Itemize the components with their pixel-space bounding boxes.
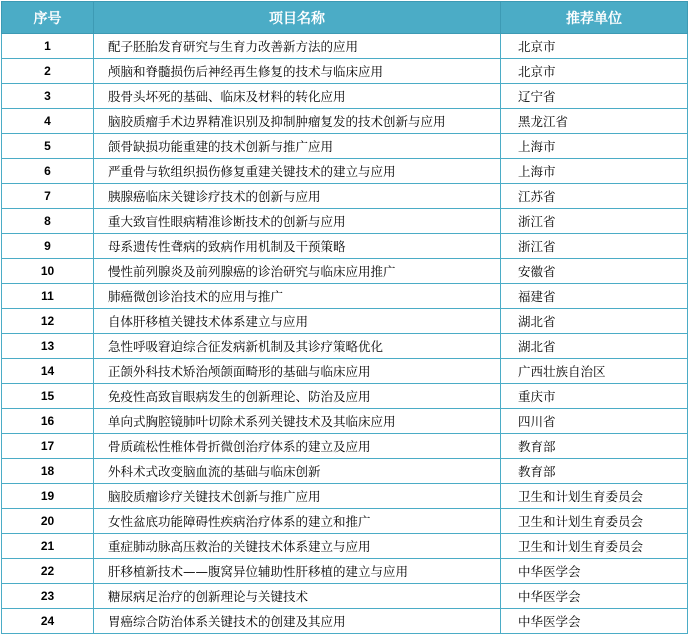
project-table xyxy=(1,1,688,634)
row-number: 14 xyxy=(2,359,94,384)
recommending-unit: 浙江省 xyxy=(501,234,688,259)
table-row xyxy=(2,234,688,259)
row-number: 6 xyxy=(2,159,94,184)
table-body xyxy=(2,34,688,634)
recommending-unit: 上海市 xyxy=(501,134,688,159)
table-row xyxy=(2,59,688,84)
row-number: 7 xyxy=(2,184,94,209)
project-name: 骨质疏松性椎体骨折微创治疗体系的建立及应用 xyxy=(94,434,501,459)
project-name: 颌骨缺损功能重建的技术创新与推广应用 xyxy=(94,134,501,159)
table-row xyxy=(2,159,688,184)
row-number: 24 xyxy=(2,609,94,634)
row-number: 11 xyxy=(2,284,94,309)
header-no: 序号 xyxy=(2,2,94,34)
project-name: 糖尿病足治疗的创新理论与关键技术 xyxy=(94,584,501,609)
recommending-unit: 教育部 xyxy=(501,434,688,459)
table-row xyxy=(2,509,688,534)
project-name: 股骨头坏死的基础、临床及材料的转化应用 xyxy=(94,84,501,109)
recommending-unit: 中华医学会 xyxy=(501,584,688,609)
recommending-unit: 北京市 xyxy=(501,34,688,59)
recommending-unit: 卫生和计划生育委员会 xyxy=(501,484,688,509)
row-number: 5 xyxy=(2,134,94,159)
project-name: 自体肝移植关键技术体系建立与应用 xyxy=(94,309,501,334)
project-name: 胰腺癌临床关键诊疗技术的创新与应用 xyxy=(94,184,501,209)
row-number: 23 xyxy=(2,584,94,609)
project-name: 严重骨与软组织损伤修复重建关键技术的建立与应用 xyxy=(94,159,501,184)
project-name: 免疫性高致盲眼病发生的创新理论、防治及应用 xyxy=(94,384,501,409)
project-name: 正颌外科技术矫治颅颌面畸形的基础与临床应用 xyxy=(94,359,501,384)
recommending-unit: 教育部 xyxy=(501,459,688,484)
table-row xyxy=(2,84,688,109)
recommending-unit: 卫生和计划生育委员会 xyxy=(501,509,688,534)
project-name: 母系遗传性聋病的致病作用机制及干预策略 xyxy=(94,234,501,259)
table-row xyxy=(2,384,688,409)
row-number: 9 xyxy=(2,234,94,259)
table-row xyxy=(2,109,688,134)
row-number: 20 xyxy=(2,509,94,534)
recommending-unit: 浙江省 xyxy=(501,209,688,234)
row-number: 18 xyxy=(2,459,94,484)
recommending-unit: 湖北省 xyxy=(501,334,688,359)
project-name: 配子胚胎发育研究与生育力改善新方法的应用 xyxy=(94,34,501,59)
row-number: 12 xyxy=(2,309,94,334)
recommending-unit: 上海市 xyxy=(501,159,688,184)
row-number: 8 xyxy=(2,209,94,234)
project-name: 女性盆底功能障碍性疾病治疗体系的建立和推广 xyxy=(94,509,501,534)
row-number: 19 xyxy=(2,484,94,509)
table-row xyxy=(2,584,688,609)
row-number: 15 xyxy=(2,384,94,409)
project-name: 慢性前列腺炎及前列腺癌的诊治研究与临床应用推广 xyxy=(94,259,501,284)
table-row xyxy=(2,309,688,334)
project-name: 重大致盲性眼病精准诊断技术的创新与应用 xyxy=(94,209,501,234)
recommending-unit: 江苏省 xyxy=(501,184,688,209)
row-number: 4 xyxy=(2,109,94,134)
row-number: 22 xyxy=(2,559,94,584)
table-row xyxy=(2,459,688,484)
table-row xyxy=(2,184,688,209)
table-row xyxy=(2,334,688,359)
table-row xyxy=(2,434,688,459)
project-name: 胃癌综合防治体系关键技术的创建及其应用 xyxy=(94,609,501,634)
row-number: 2 xyxy=(2,59,94,84)
table-row xyxy=(2,409,688,434)
recommending-unit: 卫生和计划生育委员会 xyxy=(501,534,688,559)
project-name: 单向式胸腔镜肺叶切除术系列关键技术及其临床应用 xyxy=(94,409,501,434)
recommending-unit: 福建省 xyxy=(501,284,688,309)
table-row xyxy=(2,34,688,59)
recommending-unit: 北京市 xyxy=(501,59,688,84)
project-name: 脑胶质瘤诊疗关键技术创新与推广应用 xyxy=(94,484,501,509)
table-row xyxy=(2,134,688,159)
table-row xyxy=(2,534,688,559)
recommending-unit: 中华医学会 xyxy=(501,559,688,584)
header-project-name: 项目名称 xyxy=(94,2,501,34)
recommending-unit: 中华医学会 xyxy=(501,609,688,634)
project-table-container xyxy=(1,1,687,634)
recommending-unit: 辽宁省 xyxy=(501,84,688,109)
table-row xyxy=(2,609,688,634)
project-name: 颅脑和脊髓损伤后神经再生修复的技术与临床应用 xyxy=(94,59,501,84)
recommending-unit: 安徽省 xyxy=(501,259,688,284)
table-row xyxy=(2,209,688,234)
project-name: 肝移植新技术——腹窝异位辅助性肝移植的建立与应用 xyxy=(94,559,501,584)
table-row xyxy=(2,484,688,509)
row-number: 21 xyxy=(2,534,94,559)
row-number: 17 xyxy=(2,434,94,459)
table-header xyxy=(2,2,688,34)
table-row xyxy=(2,559,688,584)
recommending-unit: 广西壮族自治区 xyxy=(501,359,688,384)
project-name: 脑胶质瘤手术边界精准识别及抑制肿瘤复发的技术创新与应用 xyxy=(94,109,501,134)
recommending-unit: 湖北省 xyxy=(501,309,688,334)
table-row xyxy=(2,359,688,384)
project-name: 重症肺动脉高压救治的关键技术体系建立与应用 xyxy=(94,534,501,559)
project-name: 肺癌微创诊治技术的应用与推广 xyxy=(94,284,501,309)
header-recommending-unit: 推荐单位 xyxy=(501,2,688,34)
project-name: 外科术式改变脑血流的基础与临床创新 xyxy=(94,459,501,484)
row-number: 3 xyxy=(2,84,94,109)
table-row xyxy=(2,259,688,284)
recommending-unit: 重庆市 xyxy=(501,384,688,409)
recommending-unit: 四川省 xyxy=(501,409,688,434)
table-row xyxy=(2,284,688,309)
row-number: 16 xyxy=(2,409,94,434)
row-number: 10 xyxy=(2,259,94,284)
recommending-unit: 黑龙江省 xyxy=(501,109,688,134)
project-name: 急性呼吸窘迫综合征发病新机制及其诊疗策略优化 xyxy=(94,334,501,359)
row-number: 13 xyxy=(2,334,94,359)
header-row xyxy=(2,2,688,34)
row-number: 1 xyxy=(2,34,94,59)
